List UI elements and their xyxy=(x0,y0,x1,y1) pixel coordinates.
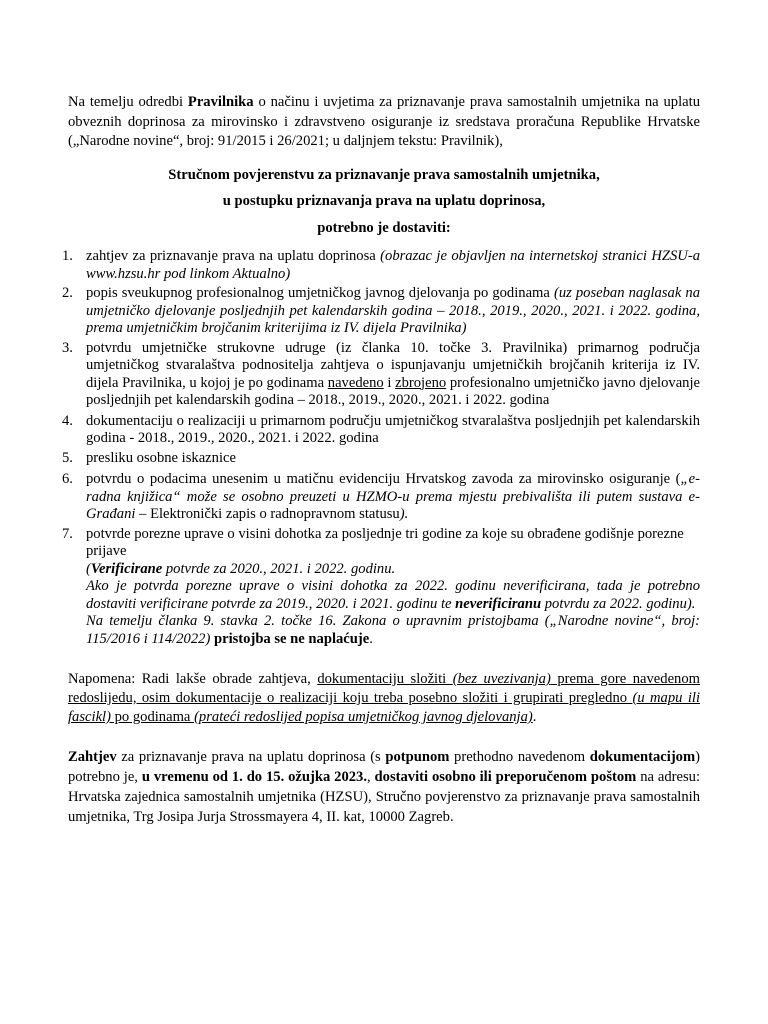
note-italic-text: (prateći redoslijed popisa umjetničkog javnog djelovanja) xyxy=(194,709,533,725)
item-text: presliku osobne iskaznice xyxy=(86,449,236,466)
list-item xyxy=(62,412,700,448)
item-bold-text: pristojba se ne naplaćuje xyxy=(213,630,370,647)
final-text: ) potrebno je, xyxy=(68,749,701,785)
note-text: Napomena: Radi lakše obrade zahtjeva, xyxy=(68,671,318,687)
final-text: za priznavanje prava na uplatu doprinosa (s xyxy=(116,749,386,765)
final-paragraph xyxy=(68,747,700,827)
heading-dostaviti: potrebno je dostaviti: xyxy=(317,219,451,236)
item-number: 7. xyxy=(62,525,73,542)
intro-text: Na temelju odredbi xyxy=(68,94,188,110)
item-pristojba xyxy=(86,613,700,648)
item-italic-text: „e-radna knjižica“ može se osobno preuzeti u HZMO-u prema mjestu prebivališta ili putem sustava e-Građani xyxy=(86,471,700,522)
requirements-list xyxy=(62,248,701,648)
item-text: potvrdu umjetničke strukovne udruge (iz članka 10. točke 3. Pravilnika) primarnog područja umjetničkog stvaralaštva podnositelja zahtjeva o ispunjavanju umjetničkih brojčanih kriterija iz IV. dijela Pravilnika, u kojoj je po godinama xyxy=(86,339,700,391)
item-text: potvrdu o podacima unesenim u matičnu evidenciju Hrvatskog zavoda za mirovinsko osiguranje ( xyxy=(86,471,681,487)
item-underlined-zbrojeno: zbrojeno xyxy=(395,374,447,391)
item-text: . xyxy=(369,630,373,647)
item-text: popis sveukupnog profesionalnog umjetničkog javnog djelovanja po godinama xyxy=(86,285,554,301)
list-item xyxy=(62,525,700,649)
list-item xyxy=(62,471,700,524)
item-text: potvrde porezne uprave o visini dohotka za posljednje tri godine za koje su obrađene godišnje porezne prijave xyxy=(86,525,684,559)
item-italic-text: (uz poseban naglasak na umjetničko djelovanje posljednjih pet kalendarskih godina – 2018., 2019., 2020., 2021. i 2022. godina, prema umjetničkim brojčanim kriterijima iz IV. dijela Pravilnika) xyxy=(86,285,700,336)
item-number: 2. xyxy=(62,285,73,301)
item-number: 5. xyxy=(62,449,73,466)
note-text: dokumentaciju složiti xyxy=(317,671,453,687)
final-bold-text: dokumentacijom xyxy=(589,749,696,765)
heading-povjerenstvo: Stručnom povjerenstvu za priznavanje prava samostalnih umjetnika, xyxy=(168,166,600,183)
final-bold-text: potpunom xyxy=(385,749,450,765)
final-bold-text: Zahtjev xyxy=(68,749,117,765)
list-item xyxy=(62,449,700,468)
intro-pravilnik: Pravilnika xyxy=(187,94,254,110)
item-underlined-navedeno: navedeno xyxy=(327,374,384,391)
item-number: 1. xyxy=(62,248,73,264)
heading-postupak: u postupku priznavanja prava na uplatu doprinosa, xyxy=(222,193,546,209)
item-italic-text: Na temelju članka 9. stavka 2. točke 16. Zakona o upravnim pristojbama („Narodne novine“, broj: 115/2016 i 114/2022) xyxy=(86,613,700,647)
list-item xyxy=(62,285,700,338)
item-number: 4. xyxy=(62,412,73,429)
list-item xyxy=(62,248,700,283)
final-text: prethodno navedenom xyxy=(449,749,590,765)
item-italic-text: Ako je potvrda porezne uprave o visini dohotka za 2022. godinu neverificirana, tada je potrebno dostaviti verificirane potvrde za 2019., 2020. i 2021. godinu te xyxy=(86,578,700,612)
intro-paragraph xyxy=(68,93,700,152)
item-text: – Elektronički zapis o radnopravnom statusu xyxy=(135,506,400,522)
note-paragraph xyxy=(68,670,700,727)
final-delivery-method: dostaviti osobno ili preporučenom poštom xyxy=(374,769,637,785)
item-text: profesionalno umjetničko javno djelovanje posljednjih pet kalendarskih godina – 2018., 2019., 2020., 2021. i 2022. godina xyxy=(86,374,701,408)
note-text: prema gore navedenom redoslijedu, osim dokumentacije o realizaciji koju treba posebno složiti i grupirati pregledno xyxy=(68,671,701,706)
note-text: po godinama xyxy=(110,709,195,725)
list-item xyxy=(62,339,701,410)
note-italic-text: (bez uvezivanja) xyxy=(452,671,551,687)
item-number: 6. xyxy=(62,471,73,487)
item-italic-text: ( xyxy=(86,560,91,577)
document-page xyxy=(62,93,701,827)
intro-text-rest: o načinu i uvjetima za priznavanje prava samostalnih umjetnika na uplatu obveznih doprinosa za mirovinsko i zdravstveno osiguranje iz sredstava proračuna Republike Hrvatske („Narodne novine“, broj: 91/2015 i 26/2021; u daljnjem tekstu: Pravilnik), xyxy=(68,94,700,149)
item-italic-text: (obrazac je objavljen na internetskoj stranici HZSU-a www.hzsu.hr pod linkom Aktualno) xyxy=(86,248,700,282)
note-italic-text: (u mapu ili fascikl) xyxy=(68,690,700,725)
item-text: i xyxy=(383,374,396,391)
item-italic-text: ). xyxy=(399,506,409,522)
item-neverificirana xyxy=(86,578,700,613)
item-bold-italic-text: Verificirane xyxy=(90,560,163,577)
item-italic-text: potvrdu za 2022. godinu). xyxy=(541,595,696,612)
final-address: na adresu: Hrvatska zajednica samostalnih umjetnika (HZSU), Stručno povjerenstvo za priznavanje prava samostalnih umjetnika, Trg Josipa Jurja Strossmayera 4, II. kat, 10000 Zagreb. xyxy=(68,769,700,825)
item-italic-text: potvrde za 2020., 2021. i 2022. godinu. xyxy=(162,560,396,577)
final-text: , xyxy=(367,769,375,785)
item-text: dokumentaciju o realizaciji u primarnom području umjetničkog stvaralaštva posljednjih pet kalendarskih godina - 2018., 2019., 2020., 2021. i 2022. godina xyxy=(86,412,700,446)
note-text: . xyxy=(532,709,537,725)
item-text: zahtjev za priznavanje prava na uplatu doprinosa xyxy=(86,248,381,264)
item-verificirane xyxy=(86,561,700,579)
final-deadline: u vremenu od 1. do 15. ožujka 2023. xyxy=(141,769,367,785)
item-bold-italic-text: neverificiranu xyxy=(455,595,542,612)
item-number: 3. xyxy=(62,339,73,356)
